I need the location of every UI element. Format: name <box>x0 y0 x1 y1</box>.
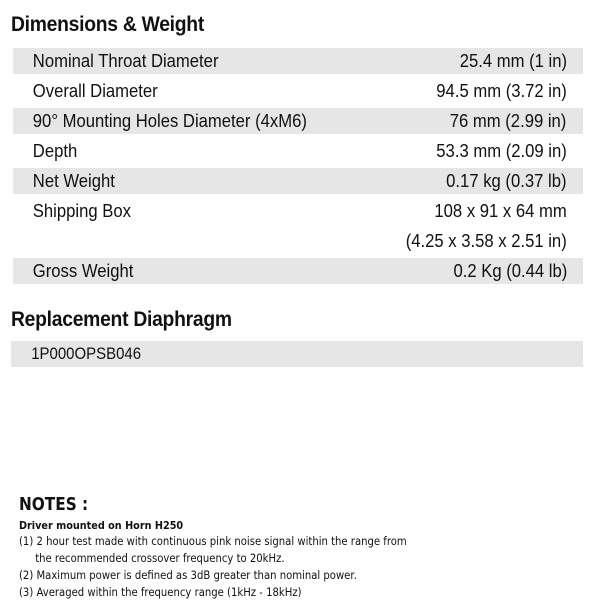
spec-value: 53.3 mm (2.09 in) <box>436 140 567 161</box>
dimensions-spec-table <box>13 48 583 288</box>
spec-label: Gross Weight <box>32 260 134 281</box>
spec-row-gross-weight <box>13 258 583 284</box>
spec-row-overall-diameter <box>13 78 583 104</box>
note-item-1: (1) 2 hour test made with continuous pink noise signal within the range from <box>19 535 407 548</box>
spec-value: 94.5 mm (3.72 in) <box>436 80 567 101</box>
spec-label: Nominal Throat Diameter <box>32 50 219 71</box>
spec-label: 90° Mounting Holes Diameter (4xM6) <box>32 110 307 131</box>
note-item-2: (2) Maximum power is defined as 3dB greater than nominal power. <box>19 569 357 582</box>
spec-value-metric: 108 x 91 x 64 mm <box>434 200 567 221</box>
spec-row-mounting-holes-diameter <box>13 108 583 134</box>
notes-subtitle: Driver mounted on Horn H250 <box>19 519 184 532</box>
notes-section <box>19 494 579 601</box>
replacement-diaphragm-heading: Replacement Diaphragm <box>11 308 232 331</box>
spec-value: 0.2 Kg (0.44 lb) <box>452 260 567 281</box>
spec-value <box>406 198 583 258</box>
replacement-diaphragm-box <box>11 341 583 367</box>
dimensions-weight-heading: Dimensions & Weight <box>11 13 204 36</box>
note-item-3: (3) Averaged within the frequency range (1kHz - 18kHz) <box>19 586 302 599</box>
spec-value-imperial: (4.25 x 3.58 x 2.51 in) <box>405 230 567 251</box>
replacement-part-code: 1P000OPSB046 <box>31 344 142 363</box>
spec-label: Net Weight <box>32 170 115 191</box>
spec-label: Depth <box>32 140 78 161</box>
spec-value: 0.17 kg (0.37 lb) <box>446 170 567 191</box>
spec-label: Shipping Box <box>32 200 131 221</box>
spec-label: Overall Diameter <box>32 80 158 101</box>
spec-row-net-weight <box>13 168 583 194</box>
spec-value: 25.4 mm (1 in) <box>459 50 567 71</box>
spec-value: 76 mm (2.99 in) <box>450 110 567 131</box>
notes-heading: NOTES : <box>19 494 89 515</box>
spec-row-nominal-throat-diameter <box>13 48 583 74</box>
note-item-1-continued: the recommended crossover frequency to 20kHz. <box>35 552 285 565</box>
spec-row-depth <box>13 138 583 164</box>
spec-row-shipping-box <box>13 198 583 254</box>
